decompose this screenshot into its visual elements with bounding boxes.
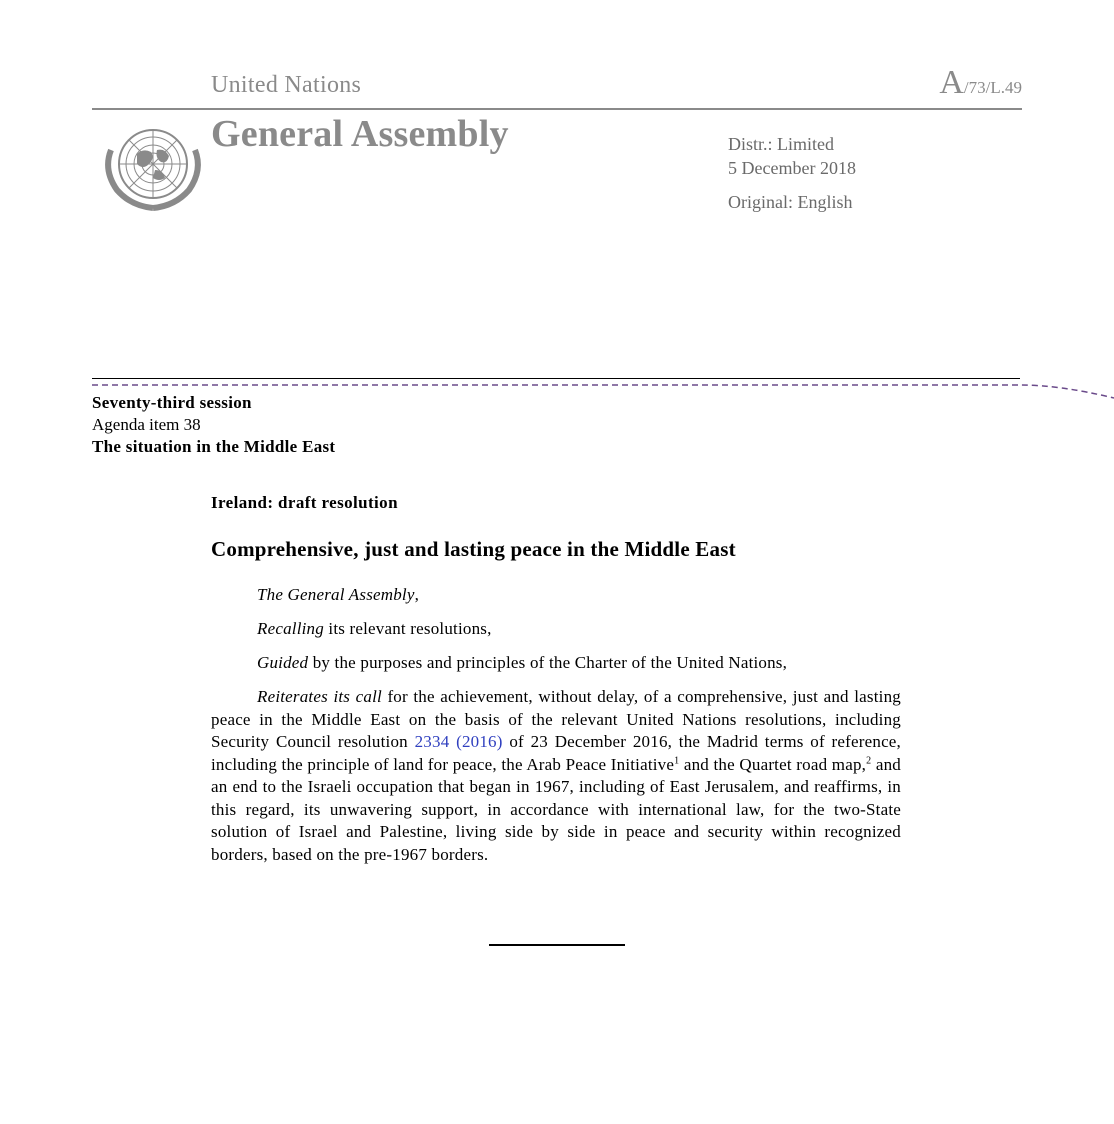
p4-text-1: for the achievement, without delay, of a comprehensive, just and lasting peace in the Middle East on the basis of the relevant United Nations resolutions, including Security Council resolution [211, 687, 901, 751]
paragraph-preamble-1 [211, 584, 901, 607]
p2-italic: Recalling [257, 619, 324, 638]
paragraph-operative-1 [211, 686, 901, 866]
session-name: Seventy-third session [92, 393, 252, 412]
p4-text-3: and the Quartet road map, [679, 754, 867, 774]
footnote-ref-1[interactable]: 1 [674, 754, 680, 766]
agenda-item: Agenda item 38 [92, 415, 201, 434]
sponsor-line: Ireland: draft resolution [211, 493, 398, 512]
resolution-2334-link[interactable]: 2334 (2016) [414, 732, 503, 751]
p3-text: by the purposes and principles of the Charter of the United Nations, [308, 653, 788, 672]
p4-italic: Reiterates its call [257, 687, 382, 706]
organ-name: General Assembly [211, 113, 509, 155]
symbol-suffix: /73/L.49 [963, 78, 1022, 97]
p1-italic: The General Assembly [257, 585, 415, 604]
paragraph-preamble-2 [211, 618, 901, 641]
document-date: 5 December 2018 [728, 158, 856, 178]
agenda-title: The situation in the Middle East [92, 437, 336, 456]
footnote-separator [489, 944, 625, 946]
symbol-prefix: A [939, 64, 964, 101]
session-block [92, 392, 335, 458]
p4-text-2: of 23 December 2016, the Madrid terms of reference, including the principle of land for peace, the Arab Peace Initiative [211, 732, 902, 774]
un-emblem-icon [97, 120, 209, 214]
p1-text: , [414, 585, 420, 604]
footnote-ref-2[interactable]: 2 [866, 754, 872, 766]
p4-text-4: and an end to the Israeli occupation that began in 1967, including of East Jerusalem, and reaffirms, in this regard, its unwavering support, in accordance with international law, for the two-State solution of Israel and Palestine, living side by side in peace and security within recognized borders, based on the pre-1967 borders. [211, 754, 901, 864]
header-rule [92, 108, 1022, 110]
p2-text: its relevant resolutions, [323, 619, 492, 638]
distribution-block [728, 132, 856, 214]
organization-name: United Nations [211, 72, 362, 98]
paragraph-preamble-3 [211, 652, 901, 675]
resolution-title: Comprehensive, just and lasting peace in the Middle East [211, 537, 736, 561]
p3-italic: Guided [257, 653, 309, 672]
original-language: Original: English [728, 192, 853, 212]
document-symbol [939, 64, 1022, 102]
distribution-status: Distr.: Limited [728, 134, 834, 154]
